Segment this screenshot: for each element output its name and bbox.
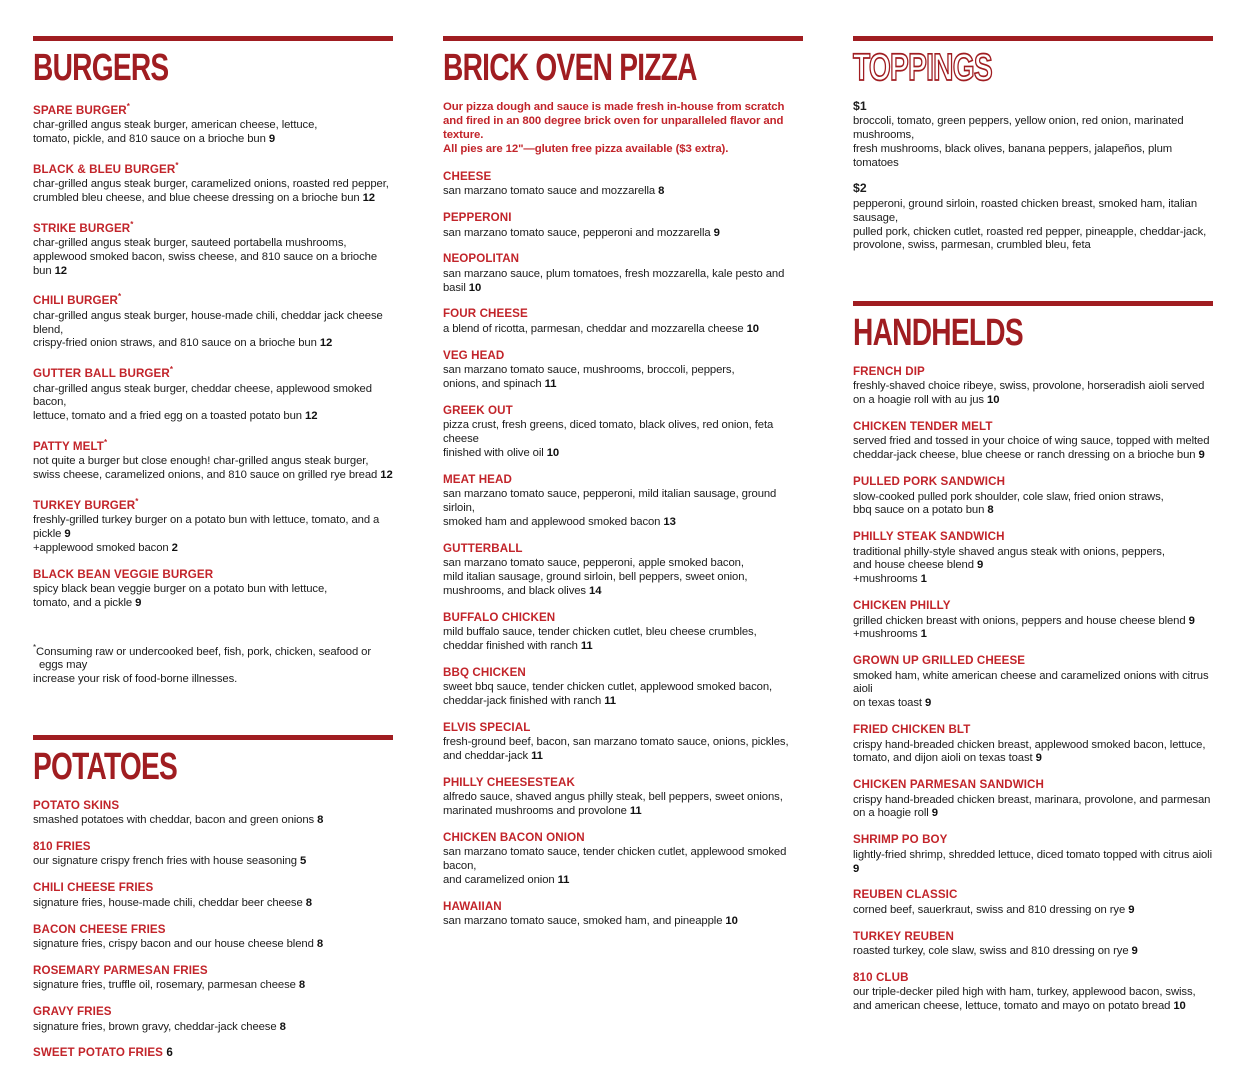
menu-column-right	[853, 36, 1213, 1071]
item-desc-line: smoked ham, white american cheese and caramelized onions with citrus aioli	[853, 669, 1209, 696]
section-title-brick-oven-pizza: BRICK OVEN PIZZA	[443, 47, 697, 89]
item-desc-line: pulled pork, chicken cutlet, roasted red pepper, pineapple, cheddar-jack,	[853, 225, 1207, 238]
item-name: SHRIMP PO BOY	[853, 833, 948, 847]
item-desc-line: san marzano tomato sauce, pepperoni, apple smoked bacon,	[443, 557, 744, 570]
item-name: BACON CHEESE FRIES	[33, 922, 166, 936]
item-name: TURKEY REUBEN	[853, 929, 954, 943]
item-desc-line: cheddar-jack finished with ranch 11	[443, 694, 616, 707]
section-toppings	[853, 36, 1213, 253]
item-name: CHICKEN PARMESAN SANDWICH	[853, 778, 1045, 792]
item-price: 11	[557, 873, 570, 886]
menu-item-chicken-parmesan-sandwich	[853, 778, 1213, 821]
section-rule	[443, 36, 803, 41]
item-name: STRIKE BURGER*	[33, 219, 134, 235]
item-desc-line: provolone, swiss, parmesan, crumbled bleu, feta	[853, 239, 1091, 252]
footnote-asterisk: *	[33, 642, 37, 652]
menu-item-fried-chicken-blt	[853, 723, 1213, 766]
item-price: 8	[298, 979, 306, 992]
item-desc-line: and cheddar-jack 11	[443, 749, 543, 762]
menu-item-bacon-cheese-fries	[33, 923, 393, 952]
item-price: 9	[853, 862, 860, 875]
section-potatoes	[33, 735, 393, 1060]
item-name: GROWN UP GRILLED CHEESE	[853, 654, 1026, 668]
item-price: 10	[746, 322, 759, 335]
item-price: 9	[64, 528, 71, 541]
item-desc-line: slow-cooked pulled pork shoulder, cole slaw, fried onion straws,	[853, 490, 1164, 503]
item-desc-line: swiss cheese, caramelized onions, and 810 sauce on grilled rye bread 12	[33, 469, 393, 482]
item-name: $1	[853, 98, 867, 113]
item-price: 10	[987, 394, 1000, 407]
item-price: 9	[976, 559, 984, 572]
item-desc-line: pizza crust, fresh greens, diced tomato, black olives, red onion, feta cheese	[443, 419, 774, 446]
item-desc-line: char-grilled angus steak burger, sauteed portabella mushrooms,	[33, 237, 347, 250]
item-price: 12	[54, 264, 67, 277]
item-price: 9	[713, 226, 720, 239]
section-title-handhelds: HANDHELDS	[853, 312, 1023, 355]
menu-item-cheese	[443, 170, 803, 199]
item-price: 5	[300, 855, 307, 868]
item-desc-line: fresh mushrooms, black olives, banana peppers, jalapeños, plum tomatoes	[853, 142, 1173, 169]
item-price: 8	[316, 938, 323, 950]
item-desc-line: crispy-fried onion straws, and 810 sauce on a brioche bun 12	[33, 337, 333, 350]
item-desc-line: mild italian sausage, ground sirloin, bell peppers, sweet onion,	[443, 570, 748, 583]
menu-item-2	[853, 182, 1213, 253]
item-desc-line: cheddar-jack cheese, blue cheese or ranch dressing on a brioche bun 9	[853, 449, 1205, 462]
item-price: 11	[604, 694, 616, 707]
item-desc-line: a blend of ricotta, parmesan, cheddar and mozzarella cheese 10	[443, 322, 759, 335]
item-desc-line: marinated mushrooms and provolone 11	[443, 805, 642, 818]
item-desc-line: sweet bbq sauce, tender chicken cutlet, applewood smoked bacon,	[443, 681, 773, 694]
item-desc-line: served fried and tossed in your choice of wing sauce, topped with melted	[853, 435, 1210, 448]
section-intro-line: and fired in an 800 degree brick oven for unparalleled flavor and texture.	[443, 114, 784, 141]
item-desc-line: signature fries, brown gravy, cheddar-jack cheese 8	[33, 1020, 286, 1033]
item-price: 9	[1188, 614, 1195, 627]
item-name: NEOPOLITAN	[443, 252, 520, 266]
menu-item-pulled-pork-sandwich	[853, 475, 1213, 518]
menu-item-sweet-potato-fries-6	[33, 1046, 393, 1059]
menu-item-spare-burger	[33, 100, 393, 147]
item-price: 6	[166, 1046, 173, 1060]
item-name: PEPPERONI	[443, 211, 512, 225]
item-name: SWEET POTATO FRIES 6	[33, 1046, 173, 1060]
section-title-toppings: TOPPINGS	[853, 47, 992, 89]
item-desc-line: finished with olive oil 10	[443, 446, 560, 459]
section-rule	[33, 36, 393, 41]
item-name: 810 CLUB	[853, 970, 909, 984]
item-desc-line: on a hoagie roll with au jus 10	[853, 394, 1000, 407]
menu-item-turkey-burger	[33, 495, 393, 556]
item-name: FRIED CHICKEN BLT	[853, 723, 971, 737]
menu-item-patty-melt	[33, 436, 393, 483]
raw-food-asterisk: *	[130, 219, 134, 229]
item-price: 9	[931, 807, 938, 820]
section-brick-oven-pizza	[443, 36, 803, 929]
item-desc-line: fresh-ground beef, bacon, san marzano tomato sauce, onions, pickles,	[443, 736, 789, 749]
menu-item-greek-out	[443, 404, 803, 461]
item-desc-line: tomato, and dijon aioli on texas toast 9	[853, 752, 1042, 765]
menu-item-black-bean-veggie-burger	[33, 568, 393, 611]
item-desc-line: pepperoni, ground sirloin, roasted chicken breast, smoked ham, italian sausage,	[853, 197, 1198, 224]
item-name: GUTTER BALL BURGER*	[33, 365, 174, 381]
item-desc-line: mushrooms, and black olives 14	[443, 584, 602, 597]
item-desc-line: signature fries, truffle oil, rosemary, parmesan cheese 8	[33, 979, 306, 992]
menu-item-gravy-fries	[33, 1005, 393, 1034]
menu-item-turkey-reuben	[853, 930, 1213, 959]
item-desc-line: san marzano sauce, plum tomatoes, fresh mozzarella, kale pesto and basil 10	[443, 267, 785, 294]
item-desc-line: spicy black bean veggie burger on a potato bun with lettuce,	[33, 583, 328, 596]
menu-item-810-club	[853, 971, 1213, 1014]
item-name: BLACK BEAN VEGGIE BURGER	[33, 567, 214, 581]
item-price: 10	[468, 281, 482, 294]
menu-item-meat-head	[443, 473, 803, 530]
item-desc-line: roasted turkey, cole slaw, swiss and 810 dressing on rye 9	[853, 945, 1138, 958]
menu-item-potato-skins	[33, 799, 393, 828]
item-desc-line: signature fries, crispy bacon and our house cheese blend 8	[33, 938, 323, 950]
section-burgers	[33, 36, 393, 687]
item-price: 13	[663, 515, 676, 528]
menu-item-hawaiian	[443, 900, 803, 929]
section-intro-line: All pies are 12"—gluten free pizza available ($3 extra).	[443, 142, 729, 155]
section-intro-line: Our pizza dough and sauce is made fresh in-house from scratch	[443, 100, 785, 113]
item-name: BLACK & BLEU BURGER*	[33, 160, 179, 176]
item-desc-line: crispy hand-breaded chicken breast, applewood smoked bacon, lettuce,	[853, 738, 1206, 751]
raw-food-asterisk: *	[104, 437, 108, 447]
item-desc-line: tomato, and a pickle 9	[33, 596, 142, 609]
section-intro	[443, 100, 803, 156]
item-name: SPARE BURGER*	[33, 101, 130, 117]
menu-item-chicken-philly	[853, 599, 1213, 642]
section-title-potatoes: POTATOES	[33, 745, 178, 788]
item-price: 9	[135, 596, 142, 609]
menu-item-elvis-special	[443, 721, 803, 764]
item-name: CHILI CHEESE FRIES	[33, 881, 154, 895]
item-desc-line: and american cheese, lettuce, tomato and mayo on potato bread 10	[853, 1000, 1186, 1013]
item-desc-line: bbq sauce on a potato bun 8	[853, 504, 994, 517]
menu-item-four-cheese	[443, 307, 803, 336]
menu-item-philly-steak-sandwich	[853, 530, 1213, 587]
item-price: 11	[531, 749, 543, 762]
item-name: CHILI BURGER*	[33, 292, 122, 308]
section-title-burgers: BURGERS	[33, 47, 169, 89]
item-desc-line: signature fries, house-made chili, cheddar beer cheese 8	[33, 896, 312, 909]
item-desc-line: mild buffalo sauce, tender chicken cutlet, bleu cheese crumbles,	[443, 626, 757, 638]
item-price: 2	[171, 541, 178, 554]
raw-food-asterisk: *	[135, 496, 139, 506]
item-name: REUBEN CLASSIC	[853, 888, 958, 902]
item-price: 12	[319, 337, 333, 350]
item-name: CHICKEN PHILLY	[853, 599, 951, 613]
item-name: VEG HEAD	[443, 348, 505, 362]
item-name: PULLED PORK SANDWICH	[853, 475, 1006, 489]
item-desc-line: lightly-fried shrimp, shredded lettuce, diced tomato topped with citrus aioli 9	[853, 848, 1213, 875]
item-price: 10	[1173, 1000, 1186, 1013]
item-name: MEAT HEAD	[443, 472, 512, 486]
item-price: 8	[987, 504, 994, 517]
section-rule	[33, 735, 393, 740]
item-desc-line: smashed potatoes with cheddar, bacon and green onions 8	[33, 814, 324, 827]
menu-item-philly-cheesesteak	[443, 776, 803, 819]
item-desc-line: traditional philly-style shaved angus steak with onions, peppers,	[853, 545, 1165, 558]
menu-item-pepperoni	[443, 211, 803, 240]
item-price: 9	[1128, 903, 1135, 916]
item-price: 12	[305, 410, 318, 423]
menu-item-reuben-classic	[853, 888, 1213, 917]
item-price: 8	[658, 185, 665, 198]
item-desc-line: grilled chicken breast with onions, peppers and house cheese blend 9	[853, 614, 1195, 627]
item-name: CHICKEN TENDER MELT	[853, 419, 993, 433]
item-name: GREEK OUT	[443, 403, 513, 417]
item-name: CHEESE	[443, 169, 492, 183]
item-desc-line: alfredo sauce, shaved angus philly steak, bell peppers, sweet onions,	[443, 791, 783, 804]
item-desc-line: san marzano tomato sauce, pepperoni and mozzarella 9	[443, 226, 720, 239]
item-desc-line: tomato, pickle, and 810 sauce on a brioche bun 9	[33, 132, 276, 145]
item-desc-line: smoked ham and applewood smoked bacon 13	[443, 515, 676, 528]
footnote-line: *Consuming raw or undercooked beef, fish, pork, chicken, seafood or eggs may	[33, 642, 372, 672]
menu-item-810-fries	[33, 840, 393, 869]
item-price: 11	[580, 639, 593, 652]
item-desc-line: broccoli, tomato, green peppers, yellow onion, red onion, marinated mushrooms,	[853, 115, 1184, 142]
raw-food-asterisk: *	[169, 365, 174, 375]
menu-item-1	[853, 100, 1213, 171]
menu-item-strike-burger	[33, 218, 393, 279]
item-name: BBQ CHICKEN	[443, 665, 526, 679]
item-desc-line: and caramelized onion 11	[443, 873, 570, 886]
item-desc-line: san marzano tomato sauce, tender chicken cutlet, applewood smoked bacon,	[443, 846, 787, 873]
item-name: 810 FRIES	[33, 839, 91, 853]
item-desc-line: char-grilled angus steak burger, cheddar cheese, applewood smoked bacon,	[33, 382, 372, 409]
item-name: POTATO SKINS	[33, 798, 120, 812]
item-price: 12	[380, 469, 393, 482]
item-name: CHICKEN BACON ONION	[443, 830, 585, 844]
item-name: FRENCH DIP	[853, 364, 925, 378]
item-desc-line: san marzano tomato sauce, pepperoni, mild italian sausage, ground sirloin,	[443, 488, 777, 515]
item-desc-line: cheddar finished with ranch 11	[443, 639, 593, 652]
menu-item-french-dip	[853, 365, 1213, 408]
item-price: 8	[317, 814, 324, 827]
item-price: 1	[920, 628, 927, 641]
item-price: 10	[546, 446, 560, 459]
menu-column-left	[33, 36, 393, 1071]
item-desc-line: +applewood smoked bacon 2	[33, 541, 178, 554]
item-price: 9	[1035, 752, 1042, 765]
item-desc-line: char-grilled angus steak burger, american cheese, lettuce,	[33, 119, 318, 132]
item-desc-line: char-grilled angus steak burger, house-made chili, cheddar jack cheese blend,	[33, 309, 383, 336]
item-name: PATTY MELT*	[33, 437, 108, 453]
item-desc-line: san marzano tomato sauce, mushrooms, broccoli, peppers,	[443, 364, 735, 377]
item-price: 10	[725, 915, 738, 928]
raw-food-footnote	[33, 641, 393, 687]
item-desc-line: char-grilled angus steak burger, caramelized onions, roasted red pepper,	[33, 178, 389, 191]
item-desc-line: applewood smoked bacon, swiss cheese, and 810 sauce on a brioche bun 12	[33, 250, 378, 277]
item-desc-line: crispy hand-breaded chicken breast, marinara, provolone, and parmesan	[853, 793, 1211, 806]
item-desc-line: onions, and spinach 11	[443, 378, 557, 391]
item-desc-line: freshly-grilled turkey burger on a potato bun with lettuce, tomato, and a pickle 9	[33, 514, 380, 541]
footnote-line: increase your risk of food-borne illnesses.	[33, 673, 238, 686]
item-price: 14	[589, 584, 602, 597]
menu-item-gutterball	[443, 542, 803, 599]
item-name: BUFFALO CHICKEN	[443, 610, 556, 624]
item-price: 9	[1131, 945, 1138, 958]
item-name: $2	[853, 181, 867, 196]
menu-item-bbq-chicken	[443, 666, 803, 709]
item-desc-line: on a hoagie roll 9	[853, 807, 938, 820]
section-rule	[853, 36, 1213, 41]
item-name: TURKEY BURGER*	[33, 496, 139, 512]
item-desc-line: and house cheese blend 9	[853, 559, 984, 572]
item-desc-line: our triple-decker piled high with ham, turkey, applewood bacon, swiss,	[853, 986, 1196, 999]
item-desc-line: our signature crispy french fries with house seasoning 5	[33, 855, 307, 868]
menu-item-gutter-ball-burger	[33, 363, 393, 424]
menu-item-grown-up-grilled-cheese	[853, 654, 1213, 711]
item-desc-line: not quite a burger but close enough! char-grilled angus steak burger,	[33, 455, 369, 468]
menu-item-neopolitan	[443, 252, 803, 295]
item-name: PHILLY CHEESESTEAK	[443, 775, 575, 789]
menu-item-buffalo-chicken	[443, 611, 803, 654]
item-name: HAWAIIAN	[443, 899, 502, 913]
item-name: ELVIS SPECIAL	[443, 720, 531, 734]
menu-item-chicken-tender-melt	[853, 420, 1213, 463]
item-desc-line: on texas toast 9	[853, 697, 932, 710]
menu-item-chili-cheese-fries	[33, 881, 393, 910]
item-price: 9	[1198, 449, 1205, 462]
item-desc-line: +mushrooms 1	[853, 573, 927, 586]
item-price: 1	[920, 573, 927, 586]
menu-item-veg-head	[443, 349, 803, 392]
item-name: PHILLY STEAK SANDWICH	[853, 530, 1005, 544]
menu-column-middle	[443, 36, 803, 1071]
item-price: 12	[362, 191, 375, 204]
item-price: 11	[629, 805, 642, 818]
section-rule	[853, 301, 1213, 306]
item-price: 8	[305, 896, 312, 909]
menu-item-chili-burger	[33, 290, 393, 351]
menu-item-chicken-bacon-onion	[443, 831, 803, 888]
item-desc-line: freshly-shaved choice ribeye, swiss, provolone, horseradish aioli served	[853, 380, 1205, 393]
section-handhelds	[853, 301, 1213, 1014]
menu-item-black-bleu-burger	[33, 159, 393, 206]
raw-food-asterisk: *	[126, 101, 130, 111]
item-name: GRAVY FRIES	[33, 1005, 112, 1019]
item-name: FOUR CHEESE	[443, 307, 528, 321]
item-desc-line: san marzano tomato sauce, smoked ham, and pineapple 10	[443, 915, 738, 928]
item-desc-line: lettuce, tomato and a fried egg on a toasted potato bun 12	[33, 410, 318, 423]
raw-food-asterisk: *	[117, 292, 122, 302]
item-price: 11	[544, 378, 557, 391]
menu-item-rosemary-parmesan-fries	[33, 964, 393, 993]
item-name: GUTTERBALL	[443, 541, 523, 555]
item-name: ROSEMARY PARMESAN FRIES	[33, 963, 208, 977]
raw-food-asterisk: *	[175, 160, 179, 170]
item-desc-line: crumbled bleu cheese, and blue cheese dressing on a brioche bun 12	[33, 191, 375, 204]
item-price: 9	[924, 697, 932, 710]
item-desc-line: san marzano tomato sauce and mozzarella 8	[443, 185, 665, 198]
item-desc-line: +mushrooms 1	[853, 628, 927, 641]
item-price: 8	[279, 1020, 286, 1033]
menu-item-shrimp-po-boy	[853, 833, 1213, 876]
item-price: 9	[268, 132, 276, 145]
item-desc-line: corned beef, sauerkraut, swiss and 810 dressing on rye 9	[853, 903, 1135, 916]
